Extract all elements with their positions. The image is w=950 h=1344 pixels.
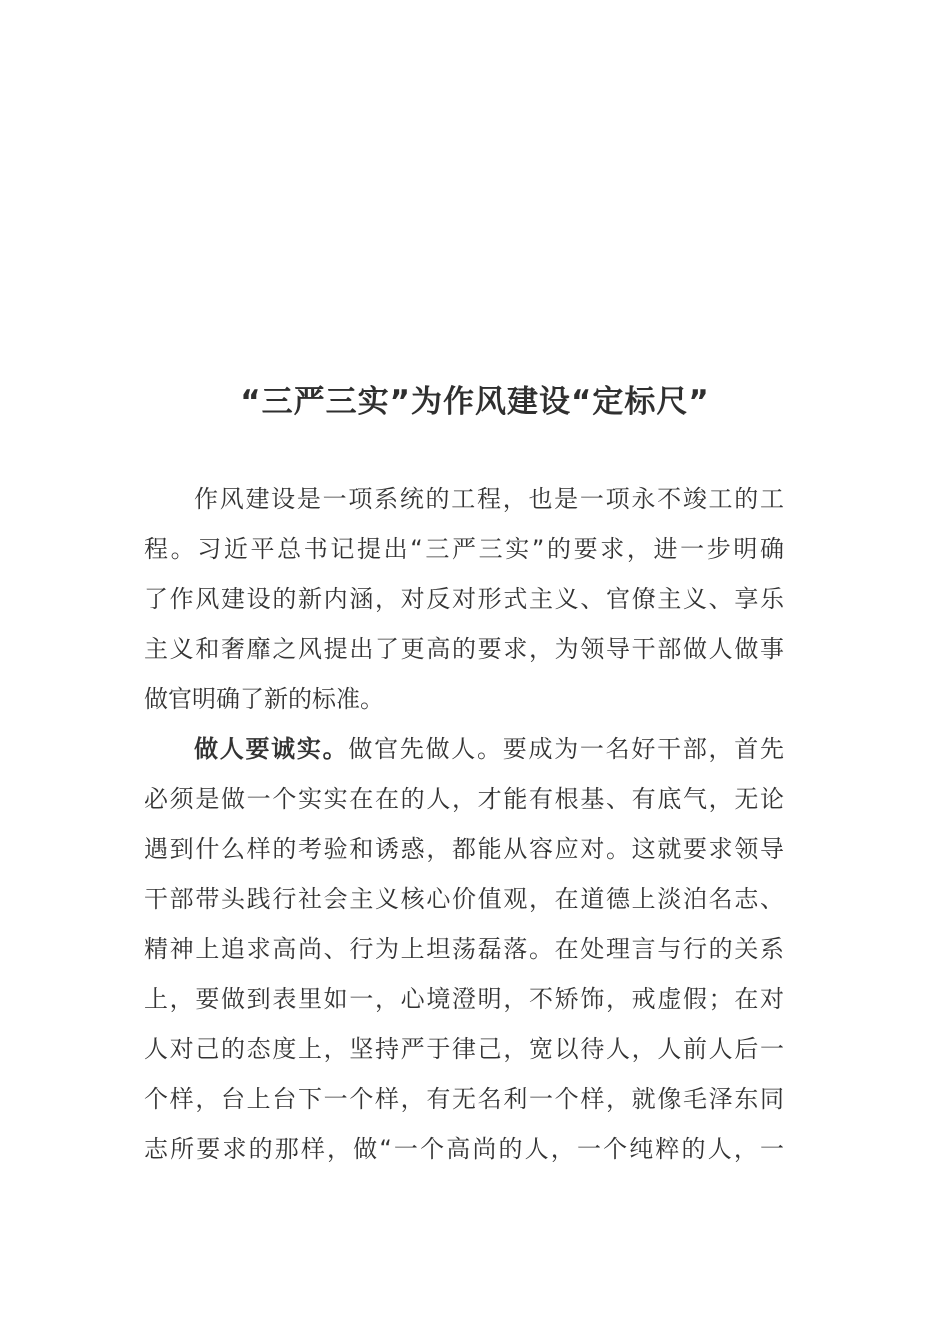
paragraph-1-line-3: 了作风建设的新内涵，对反对形式主义、官僚主义、享乐 xyxy=(144,585,784,613)
paragraph-1-line-4: 主义和奢靡之风提出了更高的要求，为领导干部做人做事 xyxy=(144,635,784,663)
paragraph-2-line-7: 人对己的态度上，坚持严于律己，宽以待人，人前人后一 xyxy=(144,1035,784,1063)
paragraph-2-line-2: 必须是做一个实实在在的人，才能有根基、有底气，无论 xyxy=(144,785,784,813)
paragraph-2-line-5: 精神上追求高尚、行为上坦荡磊落。在处理言与行的关系 xyxy=(144,935,784,963)
paragraph-1-line-2: 程。习近平总书记提出“三严三实”的要求，进一步明确 xyxy=(144,535,784,563)
paragraph-2-line-3: 遇到什么样的考验和诱惑，都能从容应对。这就要求领导 xyxy=(144,835,784,863)
paragraph-2-first-line-rest: 做官先做人。要成为一名好干部，首先 xyxy=(348,735,784,763)
paragraph-2-line-6: 上，要做到表里如一，心境澄明，不矫饰，戒虚假；在对 xyxy=(144,985,784,1013)
paragraph-2-line-8: 个样，台上台下一个样，有无名利一个样，就像毛泽东同 xyxy=(144,1085,784,1113)
paragraph-2-line-1 xyxy=(194,724,784,774)
paragraph-1-line-5: 做官明确了新的标准。 xyxy=(144,685,384,713)
paragraph-2-line-4: 干部带头践行社会主义核心价值观，在道德上淡泊名志、 xyxy=(144,885,784,913)
paragraph-1-line-1: 作风建设是一项系统的工程，也是一项永不竣工的工 xyxy=(194,485,784,513)
document-title: “三严三实”为作风建设“定标尺” xyxy=(240,384,710,420)
paragraph-2-lead: 做人要诚实。 xyxy=(194,735,349,763)
paragraph-2-line-9: 志所要求的那样，做“一个高尚的人，一个纯粹的人，一 xyxy=(144,1135,784,1163)
